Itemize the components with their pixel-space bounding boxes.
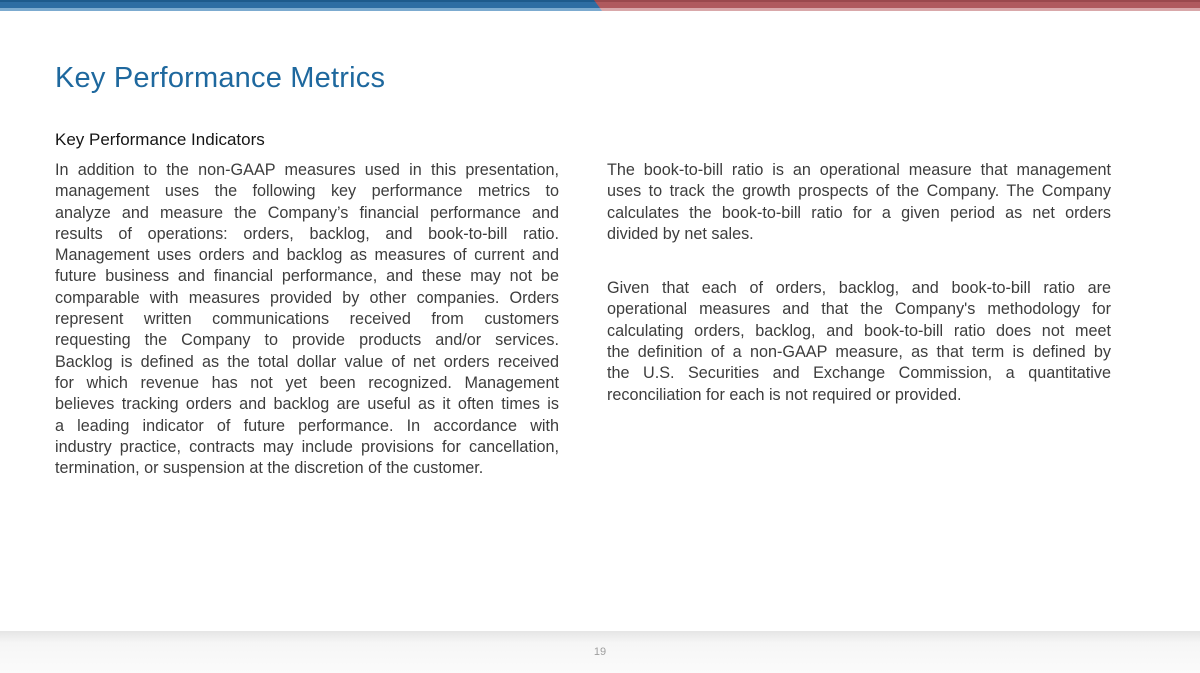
text-line: operational measures and that the Company's methodology for [607, 300, 1111, 319]
text-line: the U.S. Securities and Exchange Commission, a quantitative [607, 364, 1111, 383]
section-subtitle: Key Performance Indicators [55, 130, 265, 149]
text-line: reconciliation for each is not required or provided. [607, 385, 962, 404]
text-line: future business and financial performance, and these may not be [55, 267, 559, 286]
text-line: the definition of a non-GAAP measure, as that term is defined by [607, 343, 1111, 362]
text-line: uses to track the growth prospects of the Company. The Company [607, 182, 1111, 201]
text-line: comparable with measures provided by other companies. Orders [55, 288, 559, 307]
text-line: for which revenue has not yet been recognized. Management [55, 373, 559, 392]
header-accent-bar [0, 0, 1200, 11]
text-line: calculates the book-to-bill ratio for a given period as net orders [607, 203, 1111, 222]
footer-bar [0, 631, 1200, 673]
text-line: Given that each of orders, backlog, and book-to-bill ratio are [607, 279, 1111, 298]
text-line: believes tracking orders and backlog are useful as it often times is [55, 395, 559, 414]
text-line: Backlog is defined as the total dollar value of net orders received [55, 352, 559, 371]
text-line: a leading indicator of future performance. In accordance with [55, 416, 559, 435]
page-title: Key Performance Metrics [55, 62, 386, 94]
text-line: requesting the Company to provide products and/or services. [55, 331, 559, 350]
text-line: In addition to the non-GAAP measures used in this presentation, [55, 161, 559, 179]
right-paragraph-2 [607, 278, 1111, 406]
left-paragraph [55, 160, 559, 479]
text-line: divided by net sales. [607, 224, 754, 243]
text-line: results of operations: orders, backlog, and book-to-bill ratio. [55, 224, 559, 243]
left-text-column [55, 160, 559, 479]
text-line: The book-to-bill ratio is an operational measure that management [607, 161, 1111, 179]
text-line: calculating orders, backlog, and book-to-bill ratio does not meet [607, 321, 1111, 340]
text-line: represent written communications received from customers [55, 310, 559, 329]
right-paragraph-1 [607, 160, 1111, 245]
text-line: termination, or suspension at the discretion of the customer. [55, 459, 484, 478]
right-text-column [607, 160, 1111, 406]
text-line: analyze and measure the Company’s financial performance and [55, 203, 559, 222]
page-number: 19 [593, 646, 607, 658]
text-line: management uses the following key performance metrics to [55, 182, 559, 201]
text-line: industry practice, contracts may include provisions for cancellation, [55, 437, 559, 456]
text-line: Management uses orders and backlog as measures of current and [55, 246, 559, 265]
